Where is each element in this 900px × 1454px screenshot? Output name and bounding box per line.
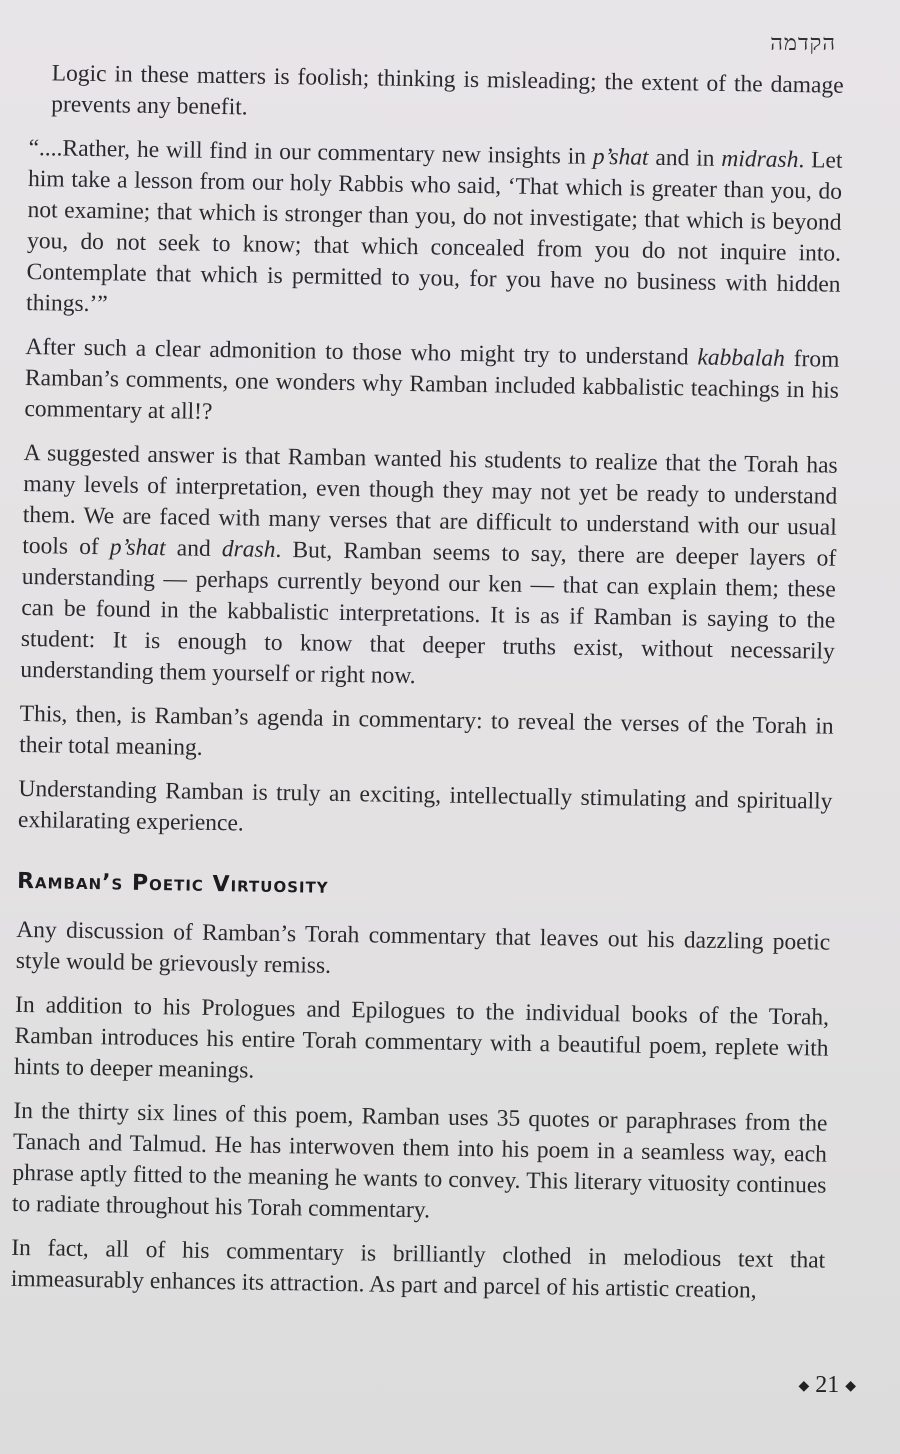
paragraph-understanding: Understanding Ramban is truly an exciting, intellectually stimulating and spiritually exhilarating experience. bbox=[17, 775, 833, 837]
p4-pshat: p’shat bbox=[109, 534, 166, 562]
diamond-ornament-icon: ◆ bbox=[845, 1378, 856, 1394]
p4-drash: drash bbox=[221, 536, 276, 563]
paragraph-rabbis-quote bbox=[26, 133, 843, 332]
paragraph-discussion: Any discussion of Ramban’s Torah commentary that leaves out his dazzling poetic style would be grievously remiss. bbox=[15, 916, 831, 979]
paragraph-logic: Logic in these matters is foolish; thinking is misleading; the extent of the damage prevents any benefit. bbox=[51, 60, 844, 121]
p3-intro: After such a clear admonition to those who might try to understand bbox=[25, 333, 698, 371]
page-number-value: 21 bbox=[815, 1372, 840, 1398]
diamond-ornament-icon: ◆ bbox=[798, 1378, 810, 1394]
p2-midrash: midrash bbox=[721, 145, 799, 174]
p2-pshat: p’shat bbox=[592, 143, 649, 171]
page-number bbox=[798, 1372, 856, 1399]
p4-rest: . But, Ramban seems to say, there are deeper layers of understanding — perhaps currently beyond our ken — that can explain them; these can be found in the kabbalistic interpretations. It is as if Ramban is saying to the student: It is enough to know that deeper truths exist, without necessarily understanding them yourself or right now. bbox=[20, 536, 837, 690]
p3-rest: from Ramban’s comments, one wonders why Ramban included kabbalistic teachings in his commentary at all!? bbox=[24, 345, 840, 425]
paragraph-prologues: In addition to his Prologues and Epilogues to the individual books of the Torah, Ramban introduces his entire Torah commentary with a beautiful poem, replete with hints to deeper meanings. bbox=[13, 991, 830, 1084]
p2-intro: “....Rather, he will find in our commentary new insights in bbox=[28, 134, 594, 170]
p3-kabbalah: kabbalah bbox=[697, 344, 786, 372]
p4-and: and bbox=[165, 535, 223, 563]
p2-and-in: and in bbox=[648, 144, 722, 172]
running-head: הקדמה bbox=[770, 30, 836, 55]
paragraph-suggested-answer bbox=[20, 438, 838, 699]
p2-rest: . Let him take a lesson from our holy Rabbis who said, ‘That which is greater than you, do not examine; that which is stronger than you, do not investigate; that which is beyond you, do not seek to know; that which concealed from you do not inquire into. Contemplate that which is permitted to you, for you have no business with hidden things.’” bbox=[25, 147, 843, 318]
paragraph-poem-lines: In the thirty six lines of this poem, Ramban uses 35 quotes or paraphrases from the Tanach and Talmud. He has interwoven them into his poem in a seamless way, each phrase aptly fitted to the meaning he wants to convey. This literary vituosity continues to radiate throughout his Torah commentary. bbox=[11, 1097, 828, 1224]
body-text bbox=[10, 58, 844, 1321]
paragraph-agenda: This, then, is Ramban’s agenda in commentary: to reveal the verses of the Torah in their total meaning. bbox=[19, 700, 834, 761]
p4-intro: A suggested answer is that Ramban wanted his students to realize that the Torah has many levels of interpretation, even though they may not yet be ready to understand them. We are faced with many verses that are difficult to understand with our usual tools of bbox=[22, 439, 838, 561]
paragraph-in-fact: In fact, all of his commentary is brilliantly clothed in melodious text that immeasurably enhances its attraction. As part and parcel of his artistic creation, bbox=[10, 1234, 826, 1304]
paragraph-admonition bbox=[24, 332, 839, 438]
section-heading: Ramban’s Poetic Virtuosity bbox=[16, 868, 329, 899]
